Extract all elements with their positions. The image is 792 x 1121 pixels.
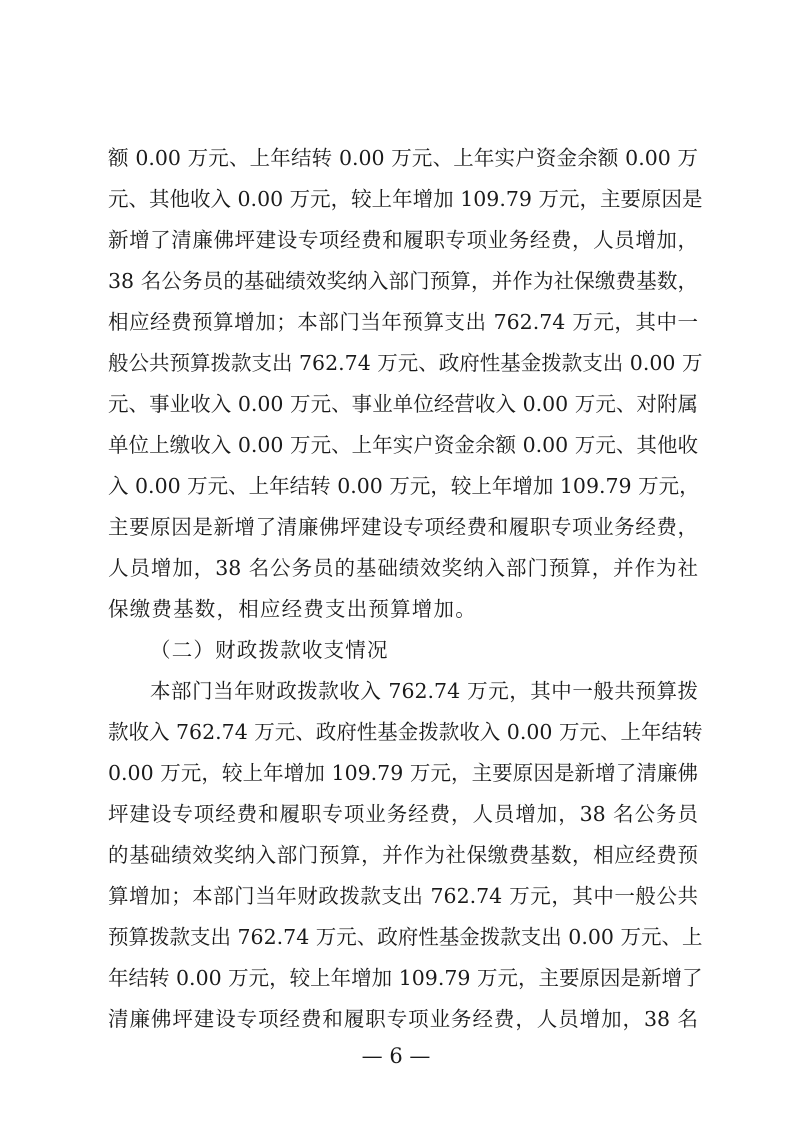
body-line: 保缴费基数，相应经费支出预算增加。 (108, 597, 477, 621)
body-line: 入 0.00 万元、上年结转 0.00 万元，较上年增加 109.79 万元， (108, 474, 700, 498)
body-line: 元、事业收入 0.00 万元、事业单位经营收入 0.00 万元、对附属 (108, 392, 698, 416)
body-line: 算增加；本部门当年财政拨款支出 762.74 万元，其中一般公共 (108, 884, 698, 908)
page-number: — 6 — (361, 1044, 431, 1068)
body-line: 预算拨款支出 762.74 万元、政府性基金拨款支出 0.00 万元、上 (108, 925, 703, 949)
body-line: 坪建设专项经费和履职专项业务经费，人员增加，38 名公务员 (108, 802, 698, 826)
body-line: 本部门当年财政拨款收入 762.74 万元，其中一般共预算拨 (150, 679, 698, 703)
body-line: 清廉佛坪建设专项经费和履职专项业务经费，人员增加，38 名 (108, 1007, 698, 1031)
body-line: 人员增加，38 名公务员的基础绩效奖纳入部门预算，并作为社 (108, 556, 698, 580)
body-line: 38 名公务员的基础绩效奖纳入部门预算，并作为社保缴费基数， (108, 269, 698, 293)
body-line: 相应经费预算增加；本部门当年预算支出 762.74 万元，其中一 (108, 310, 698, 334)
body-line: 主要原因是新增了清廉佛坪建设专项经费和履职专项业务经费， (108, 515, 698, 539)
body-line: 般公共预算拨款支出 762.74 万元、政府性基金拨款支出 0.00 万 (108, 351, 703, 375)
section-heading: （二）财政拨款收支情况 (150, 638, 389, 662)
body-line: 的基础绩效奖纳入部门预算，并作为社保缴费基数，相应经费预 (108, 843, 698, 867)
body-line: 额 0.00 万元、上年结转 0.00 万元、上年实户资金余额 0.00 万 (108, 146, 698, 170)
body-line: 单位上缴收入 0.00 万元、上年实户资金余额 0.00 万元、其他收 (108, 433, 698, 457)
body-line: 元、其他收入 0.00 万元，较上年增加 109.79 万元，主要原因是 (108, 187, 703, 211)
body-line: 款收入 762.74 万元、政府性基金拨款收入 0.00 万元、上年结转 (108, 720, 703, 744)
body-line: 年结转 0.00 万元，较上年增加 109.79 万元，主要原因是新增了 (108, 966, 703, 990)
body-line: 0.00 万元，较上年增加 109.79 万元，主要原因是新增了清廉佛 (108, 761, 698, 785)
body-line: 新增了清廉佛坪建设专项经费和履职专项业务经费，人员增加， (108, 228, 698, 252)
